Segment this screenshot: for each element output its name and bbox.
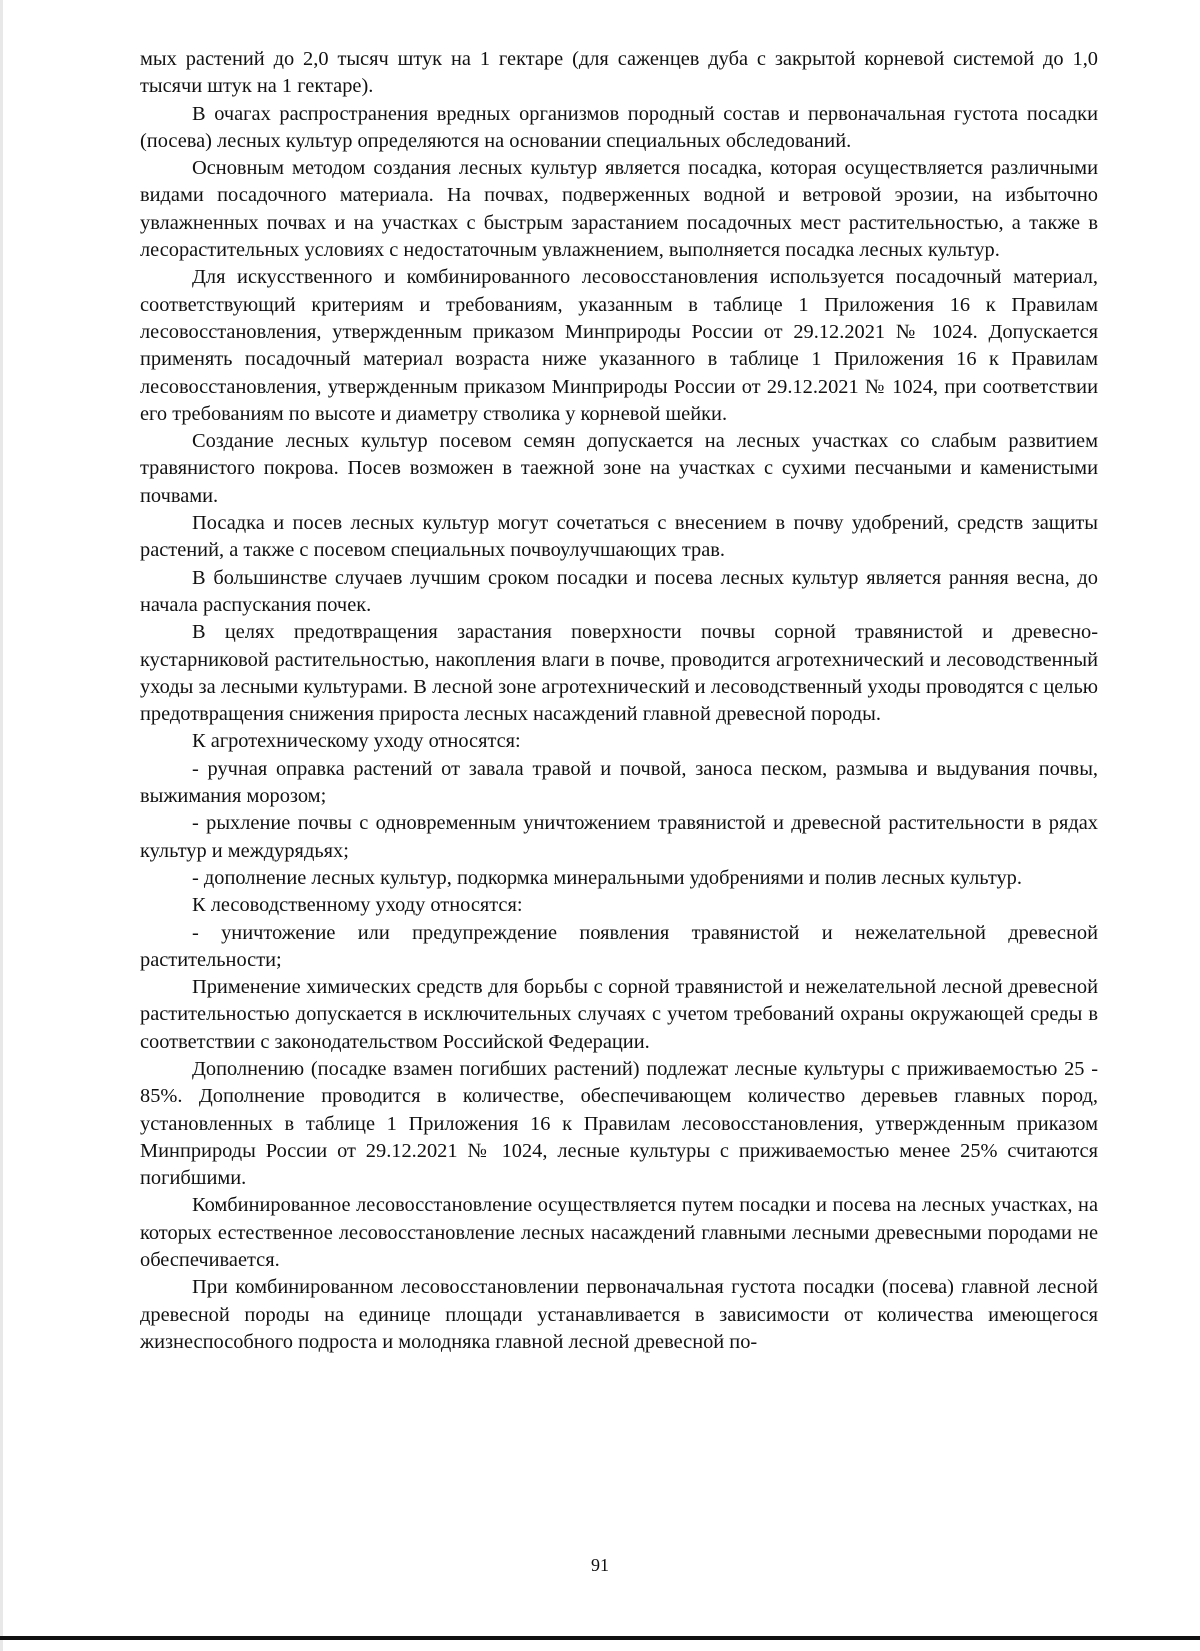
list-item: - уничтожение или предупреждение появления травянистой и нежелательной древесной растительности; [140, 921, 1098, 971]
paragraph: В большинстве случаев лучшим сроком посадки и посева лесных культур является ранняя весна, до начала распускания почек. [140, 566, 1098, 616]
paragraph: В очагах распространения вредных организмов породный состав и первоначальная густота посадки (посева) лесных культур определяются на основании специальных обследований. [140, 102, 1098, 152]
left-scan-edge [0, 0, 3, 1651]
list-item: - дополнение лесных культур, подкормка минеральными удобрениями и полив лесных культур. [192, 866, 1022, 889]
page-number: 91 [591, 1555, 609, 1575]
list-item: - рыхление почвы с одновременным уничтожением травянистой и древесной растительности в рядах культур и междурядьях; [140, 812, 1098, 862]
paragraph-continuation: мых растений до 2,0 тысяч штук на 1 гектаре (для саженцев дуба с закрытой корневой системой до 1,0 тысячи штук на 1 гектаре). [140, 48, 1098, 98]
paragraph: Применение химических средств для борьбы с сорной травянистой и нежелательной лесной древесной растительностью допускается в исключительных случаях с учетом требований охраны окружающей среды в соответствии с законодательством Российской Федерации. [140, 976, 1098, 1053]
list-heading: К лесоводственному уходу относятся: [192, 894, 523, 917]
scan-bottom-edge [0, 1636, 1200, 1640]
paragraph: В целях предотвращения зарастания поверхности почвы сорной травянистой и древесно-кустарниковой растительностью, накопления влаги в почве, проводится агротехнический и лесоводственный уходы за лесными культурами. В лесной зоне агротехнический и лесоводственный уходы проводятся с целью предотвращения снижения прироста лесных насаждений главной древесной породы. [140, 621, 1098, 726]
paragraph: При комбинированном лесовосстановлении первоначальная густота посадки (посева) главной лесной древесной породы на единице площади устанавливается в зависимости от количества имеющегося жизнеспособного подроста и молодняка главной лесной древесной по- [140, 1276, 1098, 1353]
list-item: - ручная оправка растений от завала травой и почвой, заноса песком, размыва и выдувания почвы, выжимания морозом; [140, 757, 1098, 808]
paragraph: Основным методом создания лесных культур является посадка, которая осуществляется различными видами посадочного материала. На почвах, подверженных водной и ветровой эрозии, на избыточно увлажненных почвах и на участках с быстрым зарастанием посадочных мест растительностью, а также в лесорастительных условиях с недостаточным увлажнением, выполняется посадка лесных культур. [140, 157, 1098, 262]
paragraph: Для искусственного и комбинированного лесовосстановления используется посадочный материал, соответствующий критериям и требованиям, указанным в таблице 1 Приложения 16 к Правилам лесовосстановления, утвержденным приказом Минприроды России от 29.12.2021 № 1024. Допускается применять посадочный материал возраста ниже указанного в таблице 1 Приложения 16 к Правилам лесовосстановления, утвержденным приказом Минприроды России от 29.12.2021 № 1024, при соответствии его требованиям по высоте и диаметру стволика у корневой шейки. [140, 266, 1098, 425]
paragraph: Комбинированное лесовосстановление осуществляется путем посадки и посева на лесных участках, на которых естественное лесовосстановление лесных насаждений главными лесными древесными породами не обеспечивается. [140, 1194, 1098, 1272]
document-page [140, 46, 1098, 1466]
list-heading: К агротехническому уходу относятся: [192, 730, 521, 753]
paragraph: Создание лесных культур посевом семян допускается на лесных участках со слабым развитием травянистого покрова. Посев возможен в таежной зоне на участках с сухими песчаными и каменистыми почвами. [140, 430, 1098, 507]
paragraph: Дополнению (посадке взамен погибших растений) подлежат лесные культуры с приживаемостью 25 - 85%. Дополнение проводится в количестве, обеспечивающем количество деревьев главных пород, установленных в таблице 1 Приложения 16 к Правилам лесовосстановления, утвержденным приказом Минприроды России от 29.12.2021 № 1024, лесные культуры с приживаемостью менее 25% считаются погибшими. [140, 1057, 1098, 1190]
paragraph: Посадка и посев лесных культур могут сочетаться с внесением в почву удобрений, средств защиты растений, а также с посевом специальных почвоулучшающих трав. [140, 512, 1098, 562]
